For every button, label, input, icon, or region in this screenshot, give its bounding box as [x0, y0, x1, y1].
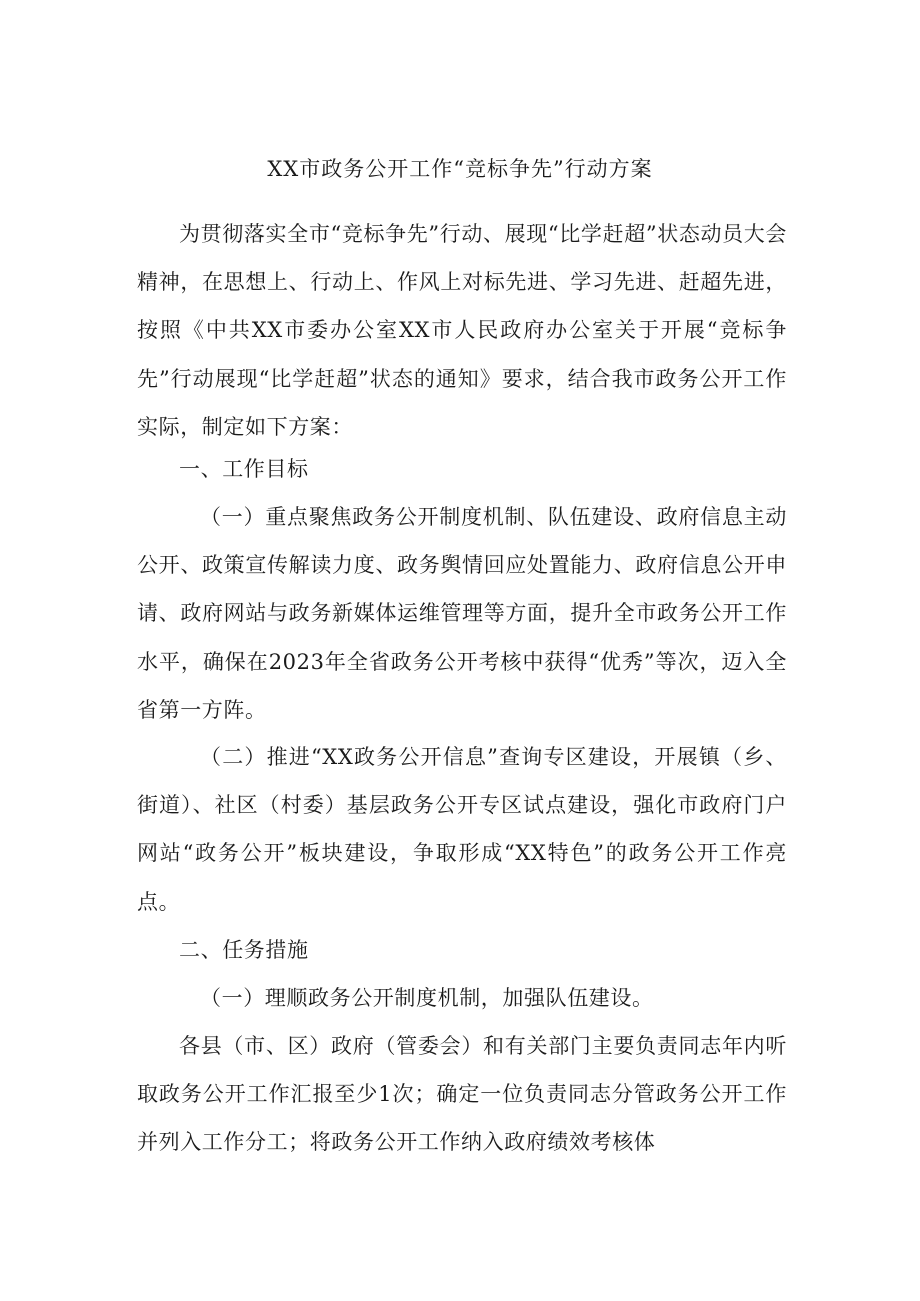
section-1-item-1: （一）重点聚焦政务公开制度机制、队伍建设、政府信息主动公开、政策宣传解读力度、政务舆情回应处置能力、政府信息公开申请、政府网站与政务新媒体运维管理等方面，提升全市政务公开工作水平，确保在2023年全省政务公开考核中获得“优秀”等次，迈入全省第一方阵。: [137, 505, 787, 722]
intro-paragraph: 为贯彻落实全市“竞标争先”行动、展现“比学赶超”状态动员大会精神，在思想上、行动上、作风上对标先进、学习先进、赶超先进，按照《中共XX市委办公室XX市人民政府办公室关于开展“竞标争先”行动展现“比学赶超”状态的通知》要求，结合我市政务公开工作实际，制定如下方案：: [137, 222, 787, 439]
section-1-item-2: （二）推进“XX政务公开信息”查询专区建设，开展镇（乡、街道）、社区（村委）基层政务公开专区试点建设，强化市政府门户网站“政务公开”板块建设，争取形成“XX特色”的政务公开工作亮点。: [137, 745, 787, 914]
section-2-item-1-body: 各县（市、区）政府（管委会）和有关部门主要负责同志年内听取政务公开工作汇报至少1次；确定一位负责同志分管政务公开工作并列入工作分工；将政务公开工作纳入政府绩效考核体: [137, 1034, 787, 1155]
document-title: XX市政务公开工作“竞标争先”行动方案: [267, 157, 653, 181]
section-2-item-1-heading: （一）理顺政务公开制度机制，加强队伍建设。: [200, 986, 654, 1010]
section-1-heading: 一、工作目标: [179, 457, 309, 481]
section-2-heading: 二、任务措施: [179, 938, 309, 962]
